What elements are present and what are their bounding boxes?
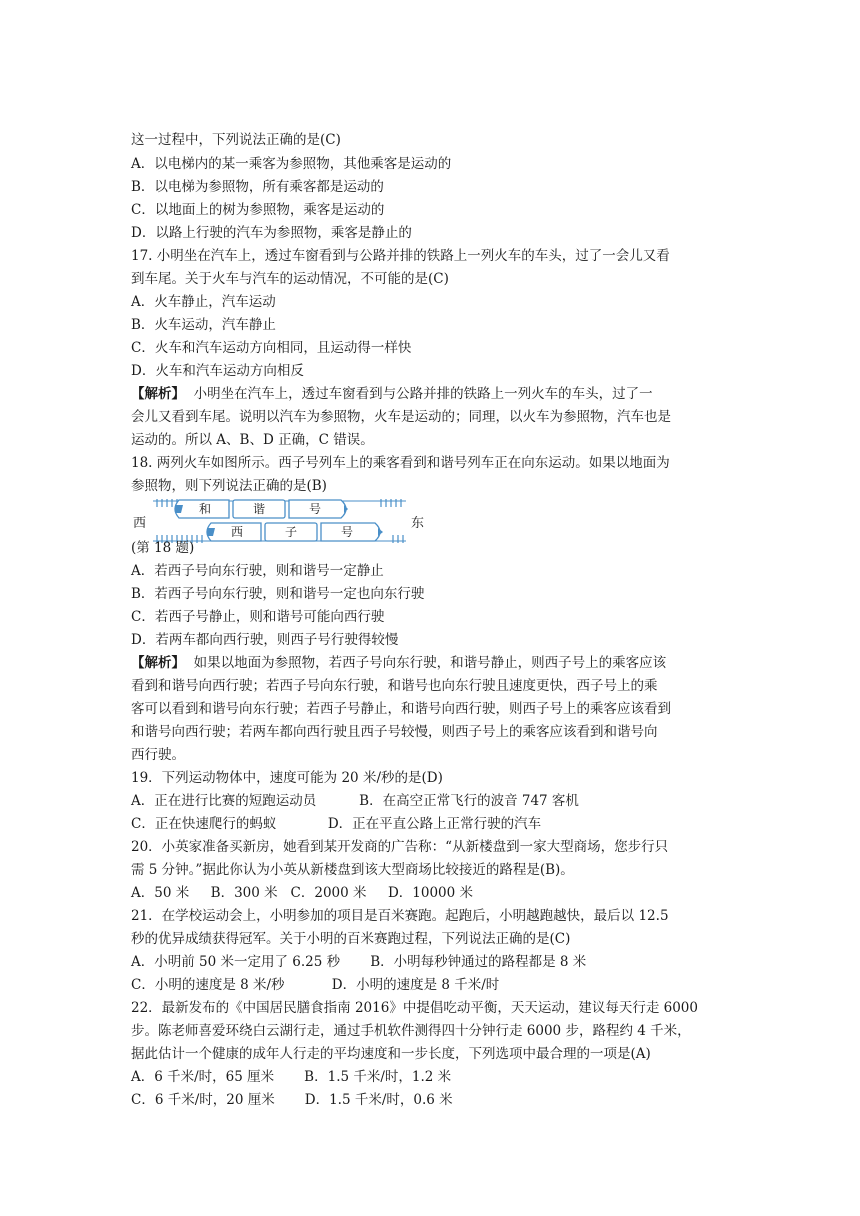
analysis-text: 看到和谐号向西行驶；若西子号向东行驶，和谐号也向东行驶且速度更快，西子号上的乘 xyxy=(131,678,658,694)
option-b: B．若西子号向东行驶，则和谐号一定也向东行驶 xyxy=(131,586,425,602)
analysis-tag: 【解析】 xyxy=(131,655,185,671)
options-ab: A．6 千米/时，65 厘米 B．1.5 千米/时，1.2 米 xyxy=(131,1069,452,1085)
options-abcd: A．50 米 B．300 米 C．2000 米 D．10000 米 xyxy=(131,885,474,901)
question-17-stem-cont: 到车尾。关于火车与汽车的运动情况，不可能的是(C) xyxy=(131,271,449,287)
train-top-char-2: 谐 xyxy=(252,502,266,516)
train-bottom-char-3: 号 xyxy=(340,525,354,539)
east-label: 东 xyxy=(411,516,425,531)
analysis-text: 运动的。所以 A、B、D 正确，C 错误。 xyxy=(131,432,374,448)
train-bottom-char-1: 西 xyxy=(230,525,244,539)
question-21-stem: 21．在学校运动会上，小明参加的项目是百米赛跑。起跑后，小明越跑越快，最后以 12.5 xyxy=(131,908,669,924)
analysis-17 xyxy=(131,384,653,404)
analysis-text: 小明坐在汽车上，透过车窗看到与公路并排的铁路上一列火车的车头，过了一 xyxy=(185,386,653,402)
option-c: C．火车和汽车运动方向相同，且运动得一样快 xyxy=(131,340,412,356)
question-22-stem-cont: 据此估计一个健康的成年人行走的平均速度和一步长度，下列选项中最合理的一项是(A) xyxy=(131,1046,651,1062)
option-b: B．以电梯为参照物，所有乘客都是运动的 xyxy=(131,179,384,195)
question-16-stem-end: 这一过程中，下列说法正确的是(C) xyxy=(131,132,341,148)
analysis-text: 西行驶。 xyxy=(131,747,185,763)
option-d: D．火车和汽车运动方向相反 xyxy=(131,363,304,379)
question-22-stem-cont: 步。陈老师喜爱环绕白云湖行走，通过手机软件测得四十分钟行走 6000 步，路程约 4 千米， xyxy=(131,1023,691,1039)
train-top-char-3: 号 xyxy=(308,502,322,516)
options-ab: A．小明前 50 米一定用了 6.25 秒 B．小明每秒钟通过的路程都是 8 米 xyxy=(131,954,587,970)
option-d: D．若两车都向西行驶，则西子号行驶得较慢 xyxy=(131,632,399,648)
analysis-tag: 【解析】 xyxy=(131,386,185,402)
analysis-text: 如果以地面为参照物，若西子号向东行驶，和谐号静止，则西子号上的乘客应该 xyxy=(185,655,667,671)
figure-caption: (第 18 题) xyxy=(131,540,195,556)
question-19-stem: 19．下列运动物体中，速度可能为 20 米/秒的是(D) xyxy=(131,770,443,786)
question-18-stem: 18. 两列火车如图所示。西子号列车上的乘客看到和谐号列车正在向东运动。如果以地面为 xyxy=(131,455,670,471)
options-cd: C．正在快速爬行的蚂蚁 D．正在平直公路上正常行驶的汽车 xyxy=(131,816,542,832)
analysis-text: 和谐号向西行驶；若两车都向西行驶且西子号较慢，则西子号上的乘客应该看到和谐号向 xyxy=(131,724,658,740)
analysis-text: 客可以看到和谐号向东行驶；若西子号静止，和谐号向西行驶，则西子号上的乘客应该看到 xyxy=(131,701,671,717)
options-cd: C．6 千米/时，20 厘米 D．1.5 千米/时，0.6 米 xyxy=(131,1092,453,1108)
option-c: C．以地面上的树为参照物，乘客是运动的 xyxy=(131,202,385,218)
train-bottom-char-2: 子 xyxy=(284,525,298,539)
option-c: C．若西子号静止，则和谐号可能向西行驶 xyxy=(131,609,385,625)
question-18-stem-cont: 参照物，则下列说法正确的是(B) xyxy=(131,478,327,494)
option-b: B．火车运动，汽车静止 xyxy=(131,317,276,333)
question-17-stem: 17. 小明坐在汽车上，透过车窗看到与公路并排的铁路上一列火车的车头，过了一会儿又看 xyxy=(131,248,670,264)
analysis-text: 会儿又看到车尾。说明以汽车为参照物，火车是运动的；同理，以火车为参照物，汽车也是 xyxy=(131,409,671,425)
question-20-stem: 20．小英家准备买新房，她看到某开发商的广告称：“从新楼盘到一家大型商场，您步行只 xyxy=(131,839,669,855)
analysis-18 xyxy=(131,653,666,673)
options-ab: A．正在进行比赛的短跑运动员 B．在高空正常飞行的波音 747 客机 xyxy=(131,793,579,809)
question-21-stem-cont: 秒的优异成绩获得冠军。关于小明的百米赛跑过程，下列说法正确的是(C) xyxy=(131,931,571,947)
option-a: A．若西子号向东行驶，则和谐号一定静止 xyxy=(131,563,384,579)
question-20-stem-cont: 需 5 分钟。”据此你认为小英从新楼盘到该大型商场比较接近的路程是(B)。 xyxy=(131,862,574,878)
options-cd: C．小明的速度是 8 米/秒 D．小明的速度是 8 千米/时 xyxy=(131,977,500,993)
option-d: D．以路上行驶的汽车为参照物，乘客是静止的 xyxy=(131,225,412,241)
question-22-stem: 22．最新发布的《中国居民膳食指南 2016》中提倡吃动平衡，天天运动，建议每天行走 6000 xyxy=(131,1000,698,1016)
train-top-char-1: 和 xyxy=(198,502,212,516)
option-a: A．以电梯内的某一乘客为参照物，其他乘客是运动的 xyxy=(131,156,452,172)
west-label: 西 xyxy=(133,516,147,531)
option-a: A．火车静止，汽车运动 xyxy=(131,294,276,310)
